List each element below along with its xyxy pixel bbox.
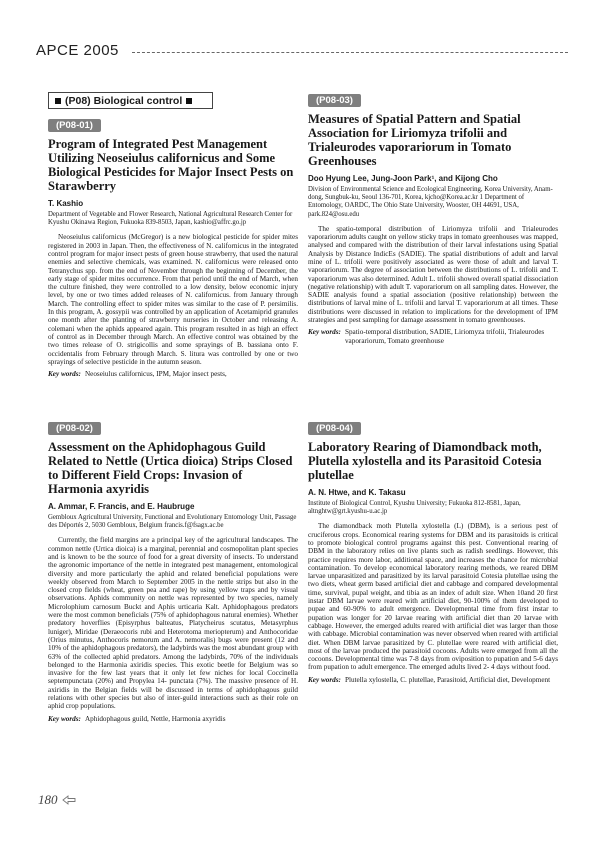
article-authors: Doo Hyung Lee, Jung-Joon Park¹, and Kijong Cho [308, 174, 498, 183]
keywords-value: Plutella xylostella, C. plutellae, Parasitoid, Artificial diet, Development [344, 675, 551, 684]
conference-title: APCE 2005 [36, 42, 119, 59]
article-authors: A. N. Htwe, and K. Takasu [308, 488, 406, 497]
section-heading-box [48, 92, 213, 109]
left-arrow-icon [62, 795, 76, 805]
article-authors: A. Ammar, F. Francis, and E. Haubruge [48, 502, 195, 511]
article-p08-04 [308, 418, 558, 684]
left-column [48, 92, 298, 378]
article-keywords [308, 676, 558, 684]
article-title: Laboratory Rearing of Diamondback moth, Plutella xylostella and its Parasitoid Cotesia plutellae [308, 440, 542, 482]
header-divider [132, 52, 568, 53]
article-affiliation: Department of Vegetable and Flower Research, National Agricultural Research Center for Kyushu Okinawa Region, Fukuoka 839-8503, Japan, kashio@affrc.go.jp [48, 211, 293, 227]
article-abstract: The spatio-temporal distribution of Liriomyza trifolii and Trialeurodes vaporariorum adults caught on yellow sticky traps in tomato greenhouses was mapped, analysed and compared with the distribution of their larval infestations using Spatial Analysis by Distance IndicEs (SADIE). The spatial distributions of adult and larval mine of L. trifolii were positively associated as were those of adult and larval T. vaporariorum. The degree of association between the distributions of L. trifolii and T. vaporariorum was also determined. Adult L. trifolii showed overall spatial dissociation (negative relationship) with adult T. vaporariorum on all sampling dates. However, the SADIE analysis found a spatial association (positive relationship) between the distributions of larval mine of L. trifolii and larval T. vaporariorum at all times. These distributions were discussed in relation to implications for the development of IPM strategies and pest sampling for damage assessment in tomato greenhouses. [308, 224, 558, 325]
article-p08-01 [48, 115, 298, 378]
square-bullet-icon [186, 98, 192, 104]
article-authors: T. Kashio [48, 199, 84, 208]
keywords-label: Key words: [48, 714, 81, 723]
section-label: (P08) Biological control [65, 94, 183, 107]
article-abstract: The diamondback moth Plutella xylostella (L) (DBM), is a serious pest of cruciferous crops. Economical rearing systems for DBM and its parasitoids is critical to promote biological control programs against this pest. Conventional rearing of DBM in the laboratory relies on live plants such as radish seedlings. However, this practice requires more labor, additional space, and increases the chance for microbial contamination. To develop economical laboratory rearing methods, we reared DBM larvae unparasitized and parasitized by its larval parasitoid Cotesia plutellae using the two diets, wheat germ based artificial diet and cabbage and compared developmental time, survival, pupal weight, and tibia as an index of adult size. When 10and 20 first instar DBM larvae were reared with artificial diet, 90-100% of them developed to pupae and 60-90% to adult emergence. Developmental time from first instar to pupation was longer for 20 larvae rearing with artificial diet than 20 larvae with cabbage. However, the emerged adults reared with artificial diet was larger than those with cabbage. Microbial contamination was never observed when reared with artificial diet. When DBM larvae parasitized by C. plutellae were reared with artificial diet, most of the larvae produced the parasitoid cocoons. Adults were emerged from all the cocoons. Developmental time was 7-8 days from oviposition to pupation and 5-6 days from pupation to adult emergence. The emerged adults lived 2- 4 days without food. [308, 522, 558, 672]
article-abstract: Currently, the field margins are a principal key of the agricultural landscapes. The common nettle (Urtica dioica) is a marginal, perennial and cosmopolitan plant species and is known to be the source of food for a great diversity of insects. To understand the agronomic importance of the nettle in integrated pest management, entomological diversity and more particularly the aphid and related beneficial populations were weekly observed from March to September 2005 in the nettle strips but also in the closed crop fields (wheat, green pea and rape) by using yellow traps and by visual observations. Aphids community on nettle was represented by two species, namely Microlophium carnosum Buckt and Aphis urticaria Kalt. Aphidophagous predators were the most common beneficials (75% of aphidophagous natural enemies). Whether predatory hoverflies (Episyrphus balteatus, Platycheirus scutatus, Metasyrphus luniger), Miridae (Deraeocoris rubi and Heterotoma meriopterum) and Anthocoridae (Orius minutus, Anthocoris nemorum and A. nemoralis) bugs were present (12 and 10% of the aphidophagous predators), the ladybirds was the most abundant group with 63% of the collected aphid predators. Among the ladybirds, 70% of the individuals belonged to the Harmonia axiridis species. This exotic beetle for Belgium was so invasive for the few last years that it only let few niches for local Coccinella septempunctata (20%) and Propylea 14- punctata (7%). The massive presence of H. axiridis in the Belgian fields will be discussed in terms of aphidophagous guild relations with other species but also of inter-guild interactions such as their role on aphid crop populations. [48, 536, 298, 711]
page-header [36, 42, 568, 62]
keywords-label: Key words: [308, 328, 341, 337]
article-tag: (P08-01) [48, 119, 101, 132]
page-number: 180 [38, 792, 58, 807]
article-keywords [308, 328, 558, 345]
keywords-label: Key words: [48, 370, 81, 379]
article-title: Measures of Spatial Pattern and Spatial Association for Liriomyza trifolii and Trialeurodes vaporariorum in Tomato Greenhouses [308, 112, 521, 168]
keywords-label: Key words: [308, 675, 341, 684]
keywords-value: Neoseiulus californicus, IPM, Major insect pests, [84, 370, 227, 379]
square-bullet-icon [55, 98, 61, 104]
article-p08-02 [48, 418, 298, 723]
article-tag: (P08-03) [308, 94, 361, 107]
article-affiliation: Division of Environmental Science and Ecological Engineering, Korea University, Anam-dong, Sungbuk-ku, Seoul 136-701, Korea, kjcho@Korea.ac.kr 1 Department of Entomology, OARDC, The Ohio State University, Wooster, OH 44691, USA, park.824@osu.edu [308, 186, 553, 218]
article-title: Program of Integrated Pest Management Utilizing Neoseiulus californicus and Some Biological Pesticides for Major Insect Pests on Starawberry [48, 137, 294, 193]
article-keywords [48, 715, 298, 723]
keywords-value: Spatio-temporal distribution, SADIE, Liriomyza trifolii, Trialeurodes vaporariorum, Tomato greenhouse [344, 328, 545, 345]
article-title: Assessment on the Aphidophagous Guild Related to Nettle (Urtica dioica) Strips Closed to Different Field Crops: Invasion of Harmonia axyridis [48, 440, 293, 496]
article-affiliation: Institute of Biological Control, Kyushu University; Fukuoka 812-8581, Japan, altnghtw@grt.kyushu-u.ac.jp [308, 500, 521, 516]
article-tag: (P08-04) [308, 422, 361, 435]
article-tag: (P08-02) [48, 422, 101, 435]
article-p08-03 [308, 90, 558, 345]
article-affiliation: Gembloux Agricultural University, Functional and Evolutionary Entomology Unit, Passage des Déportés 2, 5030 Gembloux, Belgium francis.f@fsagx.ac.be [48, 514, 297, 530]
article-keywords [48, 370, 298, 378]
page-footer [38, 792, 76, 808]
article-abstract: Neoseiulus californicus (McGregor) is a new biological pesticide for spider mites registered in 2003 in Japan. Then, the effectiveness of N. californicus in the integrated control program for major insect pests of green house strawberry, that used the natural enemies and selective chemicals, was examined. N. californicus were released onto Tetranychus spp. from the end of November through the beginning of December, the early stage of spider mites occurrence. From that period until the end of March, when the culture finished, they were controlled to a low density, below economic injury level, by one or two times added releases of N. californicus. from January through March. The controlling effect to spider mites was similar to the case of P. persimilis. In this program, A. gossypii was controlled by an application of Acetamiprid granules one month after the planting of strawberry nurseries in October and releasing A. colemani when the aphids appeared again. This program resulted in as high an effect of control as in December through March. An effective control was obtained by the two times release of O. strigicollis and some sprayings of B. bassiana onto F. occidentalis from February through March. S. litura was controlled by one or two sprayings of selective pesticide in the autumn season. [48, 233, 298, 366]
keywords-value: Aphidophagous guild, Nettle, Harmonia axyridis [84, 714, 226, 723]
